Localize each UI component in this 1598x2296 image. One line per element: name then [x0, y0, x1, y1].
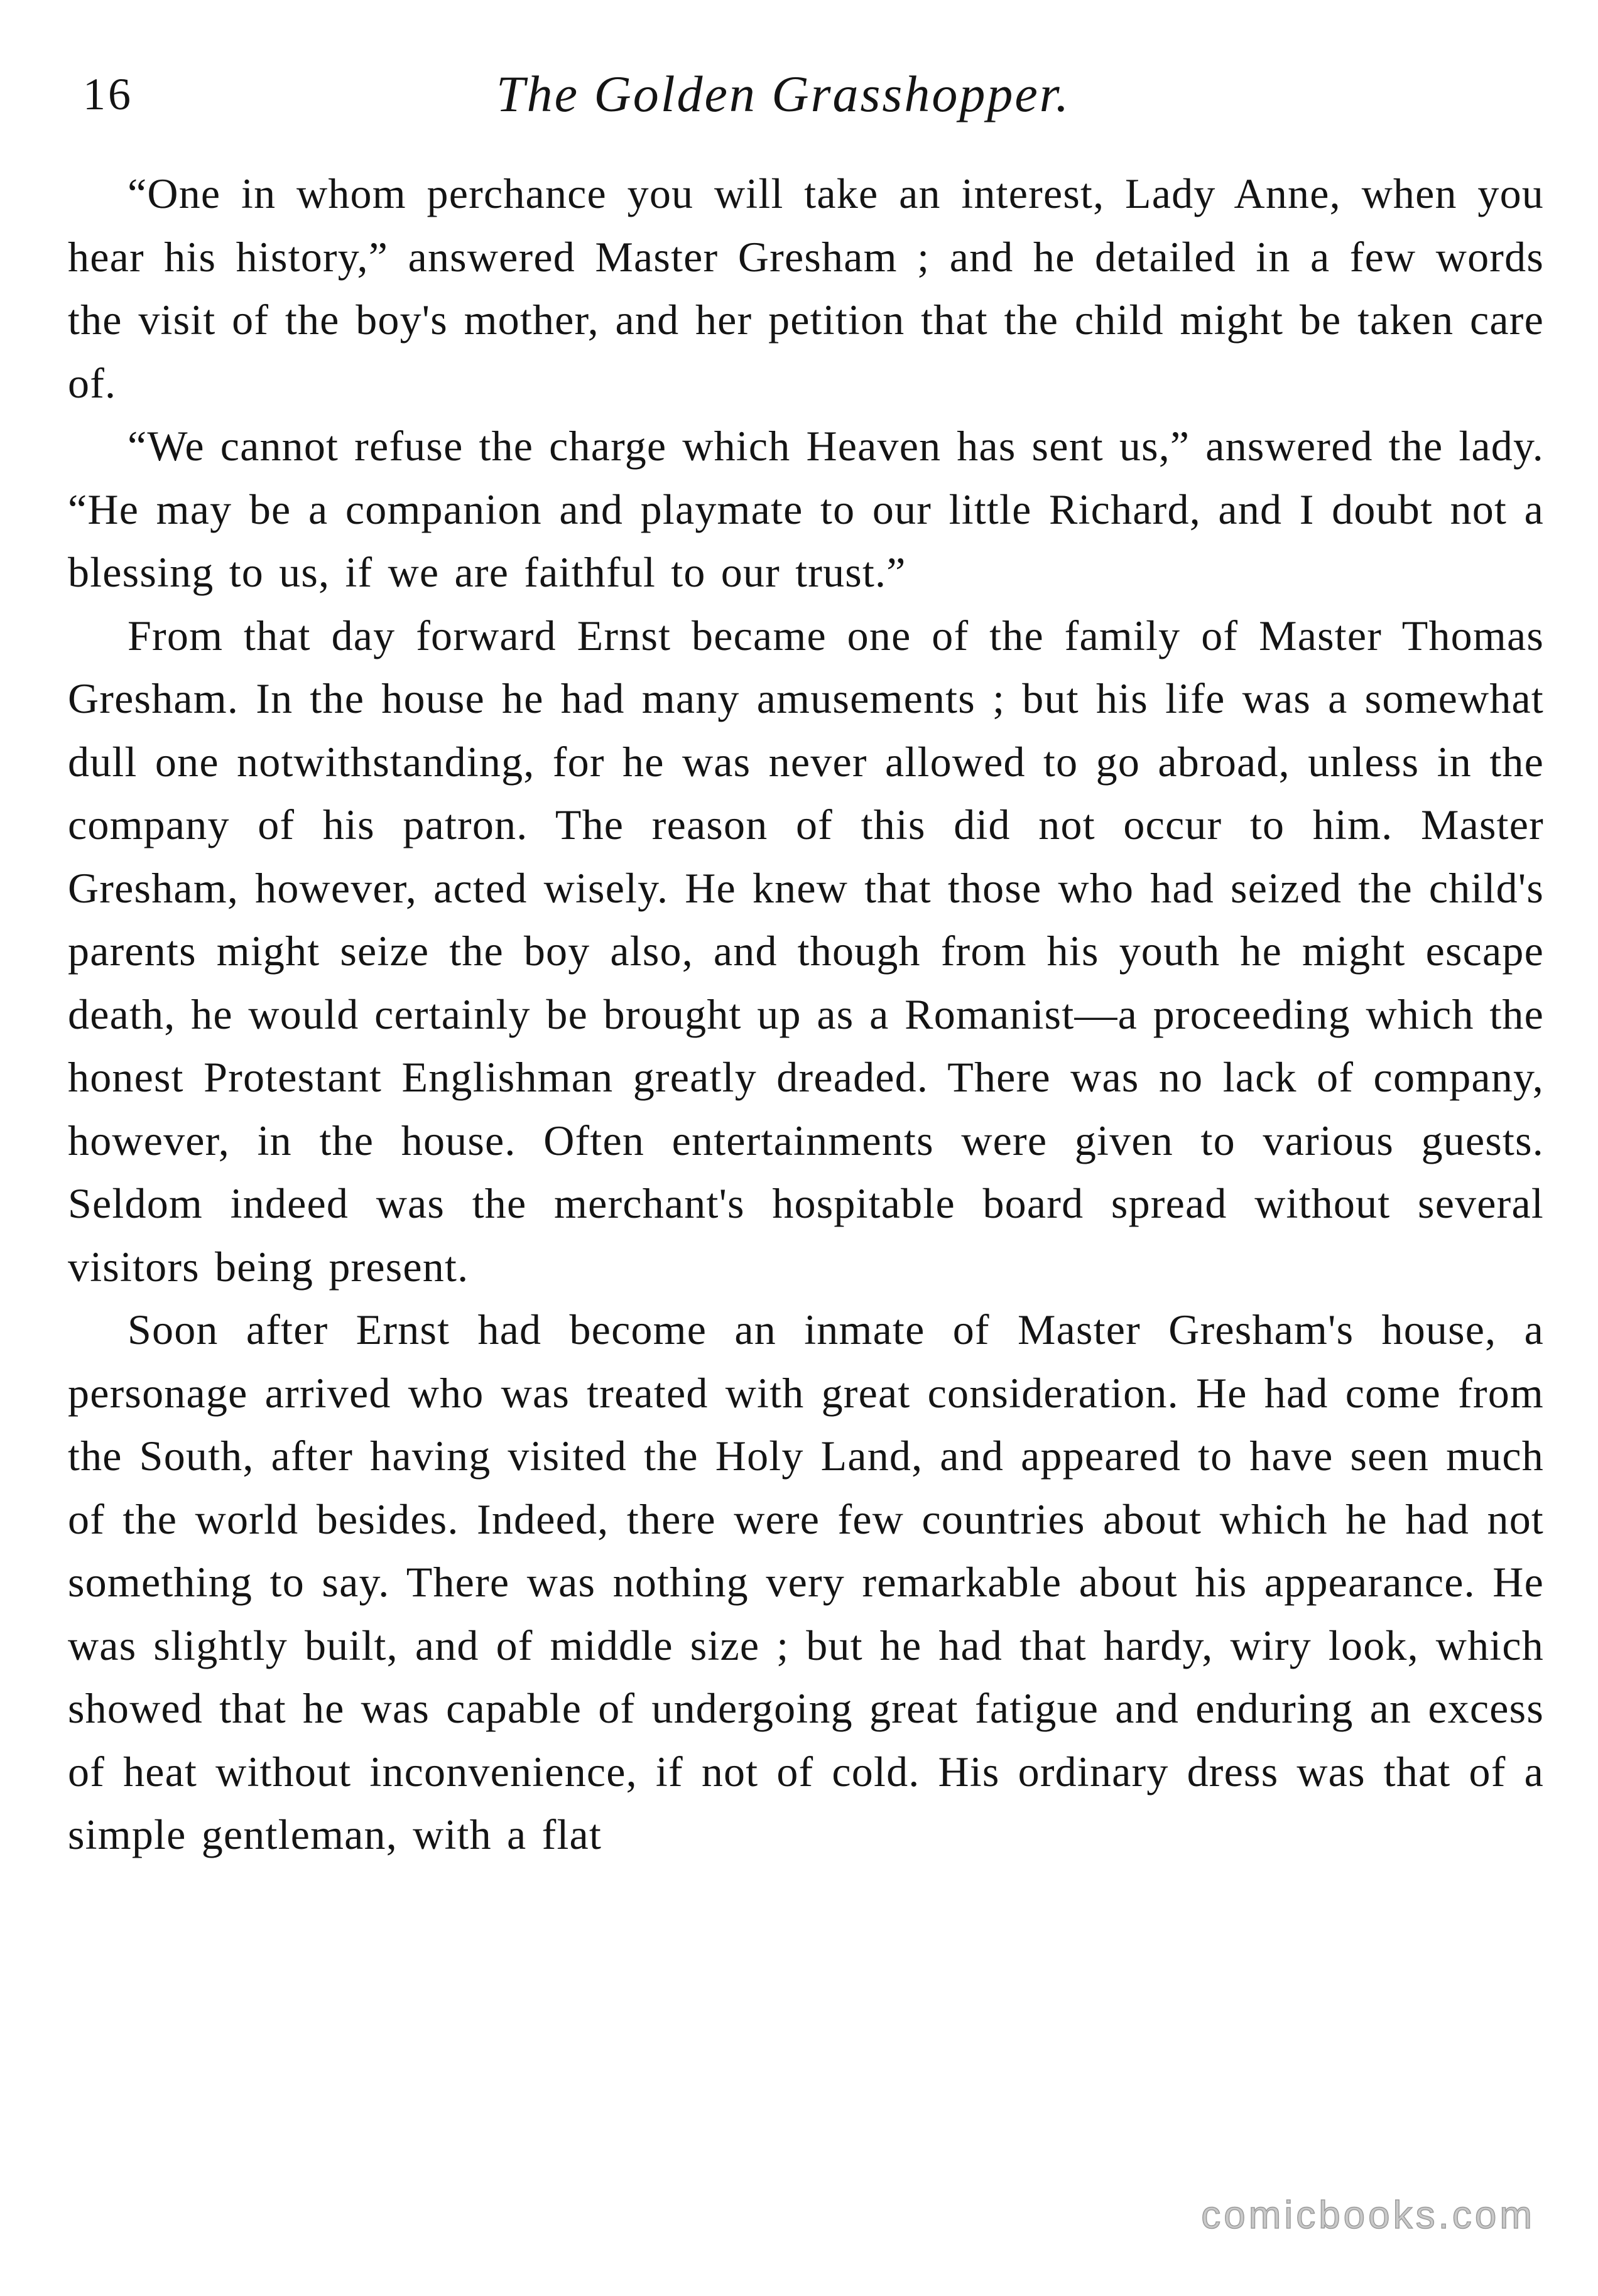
- watermark: comicbooks.com: [1201, 2194, 1535, 2237]
- page-number: 16: [83, 69, 133, 119]
- paragraph: Soon after Ernst had become an inmate of Master Gresham's house, a personage arrived who was treated with great consideration. He had come from the South, after having visited the Holy Land, and appeared to have seen much of the world besides. Indeed, there were few countries about which he had not something to say. There was nothing very remarkable about his appearance. He was slightly built, and of middle size ; but he had that hardy, wiry look, which showed that he was capable of undergoing great fatigue and enduring an excess of heat without inconvenience, if not of cold. His ordinary dress was that of a simple gentleman, with a flat: [68, 1306, 1544, 1858]
- paragraph: From that day forward Ernst became one of the family of Master Thomas Gresham. In the house he had many amusements ; but his life was a somewhat dull one notwithstanding, for he was never allowed to go abroad, unless in the company of his patron. The reason of this did not occur to him. Master Gresham, however, acted wisely. He knew that those who had seized the child's parents might seize the boy also, and though from his youth he might escape death, he would certainly be brought up as a Romanist—a proceeding which the honest Protestant Englishman greatly dreaded. There was no lack of company, however, in the house. Often entertainments were given to various guests. Seldom indeed was the merchant's hospitable board spread without several visitors being present.: [68, 611, 1544, 1291]
- paragraph: “We cannot refuse the charge which Heaven has sent us,” answered the lady. “He may be a companion and playmate to our little Richard, and I doubt not a blessing to us, if we are faithful to our trust.”: [68, 422, 1544, 596]
- running-title: The Golden Grasshopper.: [496, 65, 1071, 122]
- page-header: [75, 60, 1533, 129]
- paragraph: “One in whom perchance you will take an interest, Lady Anne, when you hear his history,” answered Master Gresham ; and he detailed in a few words the visit of the boy's mother, and her petition that the child might be taken care of.: [68, 170, 1544, 407]
- body-text: [68, 162, 1544, 1866]
